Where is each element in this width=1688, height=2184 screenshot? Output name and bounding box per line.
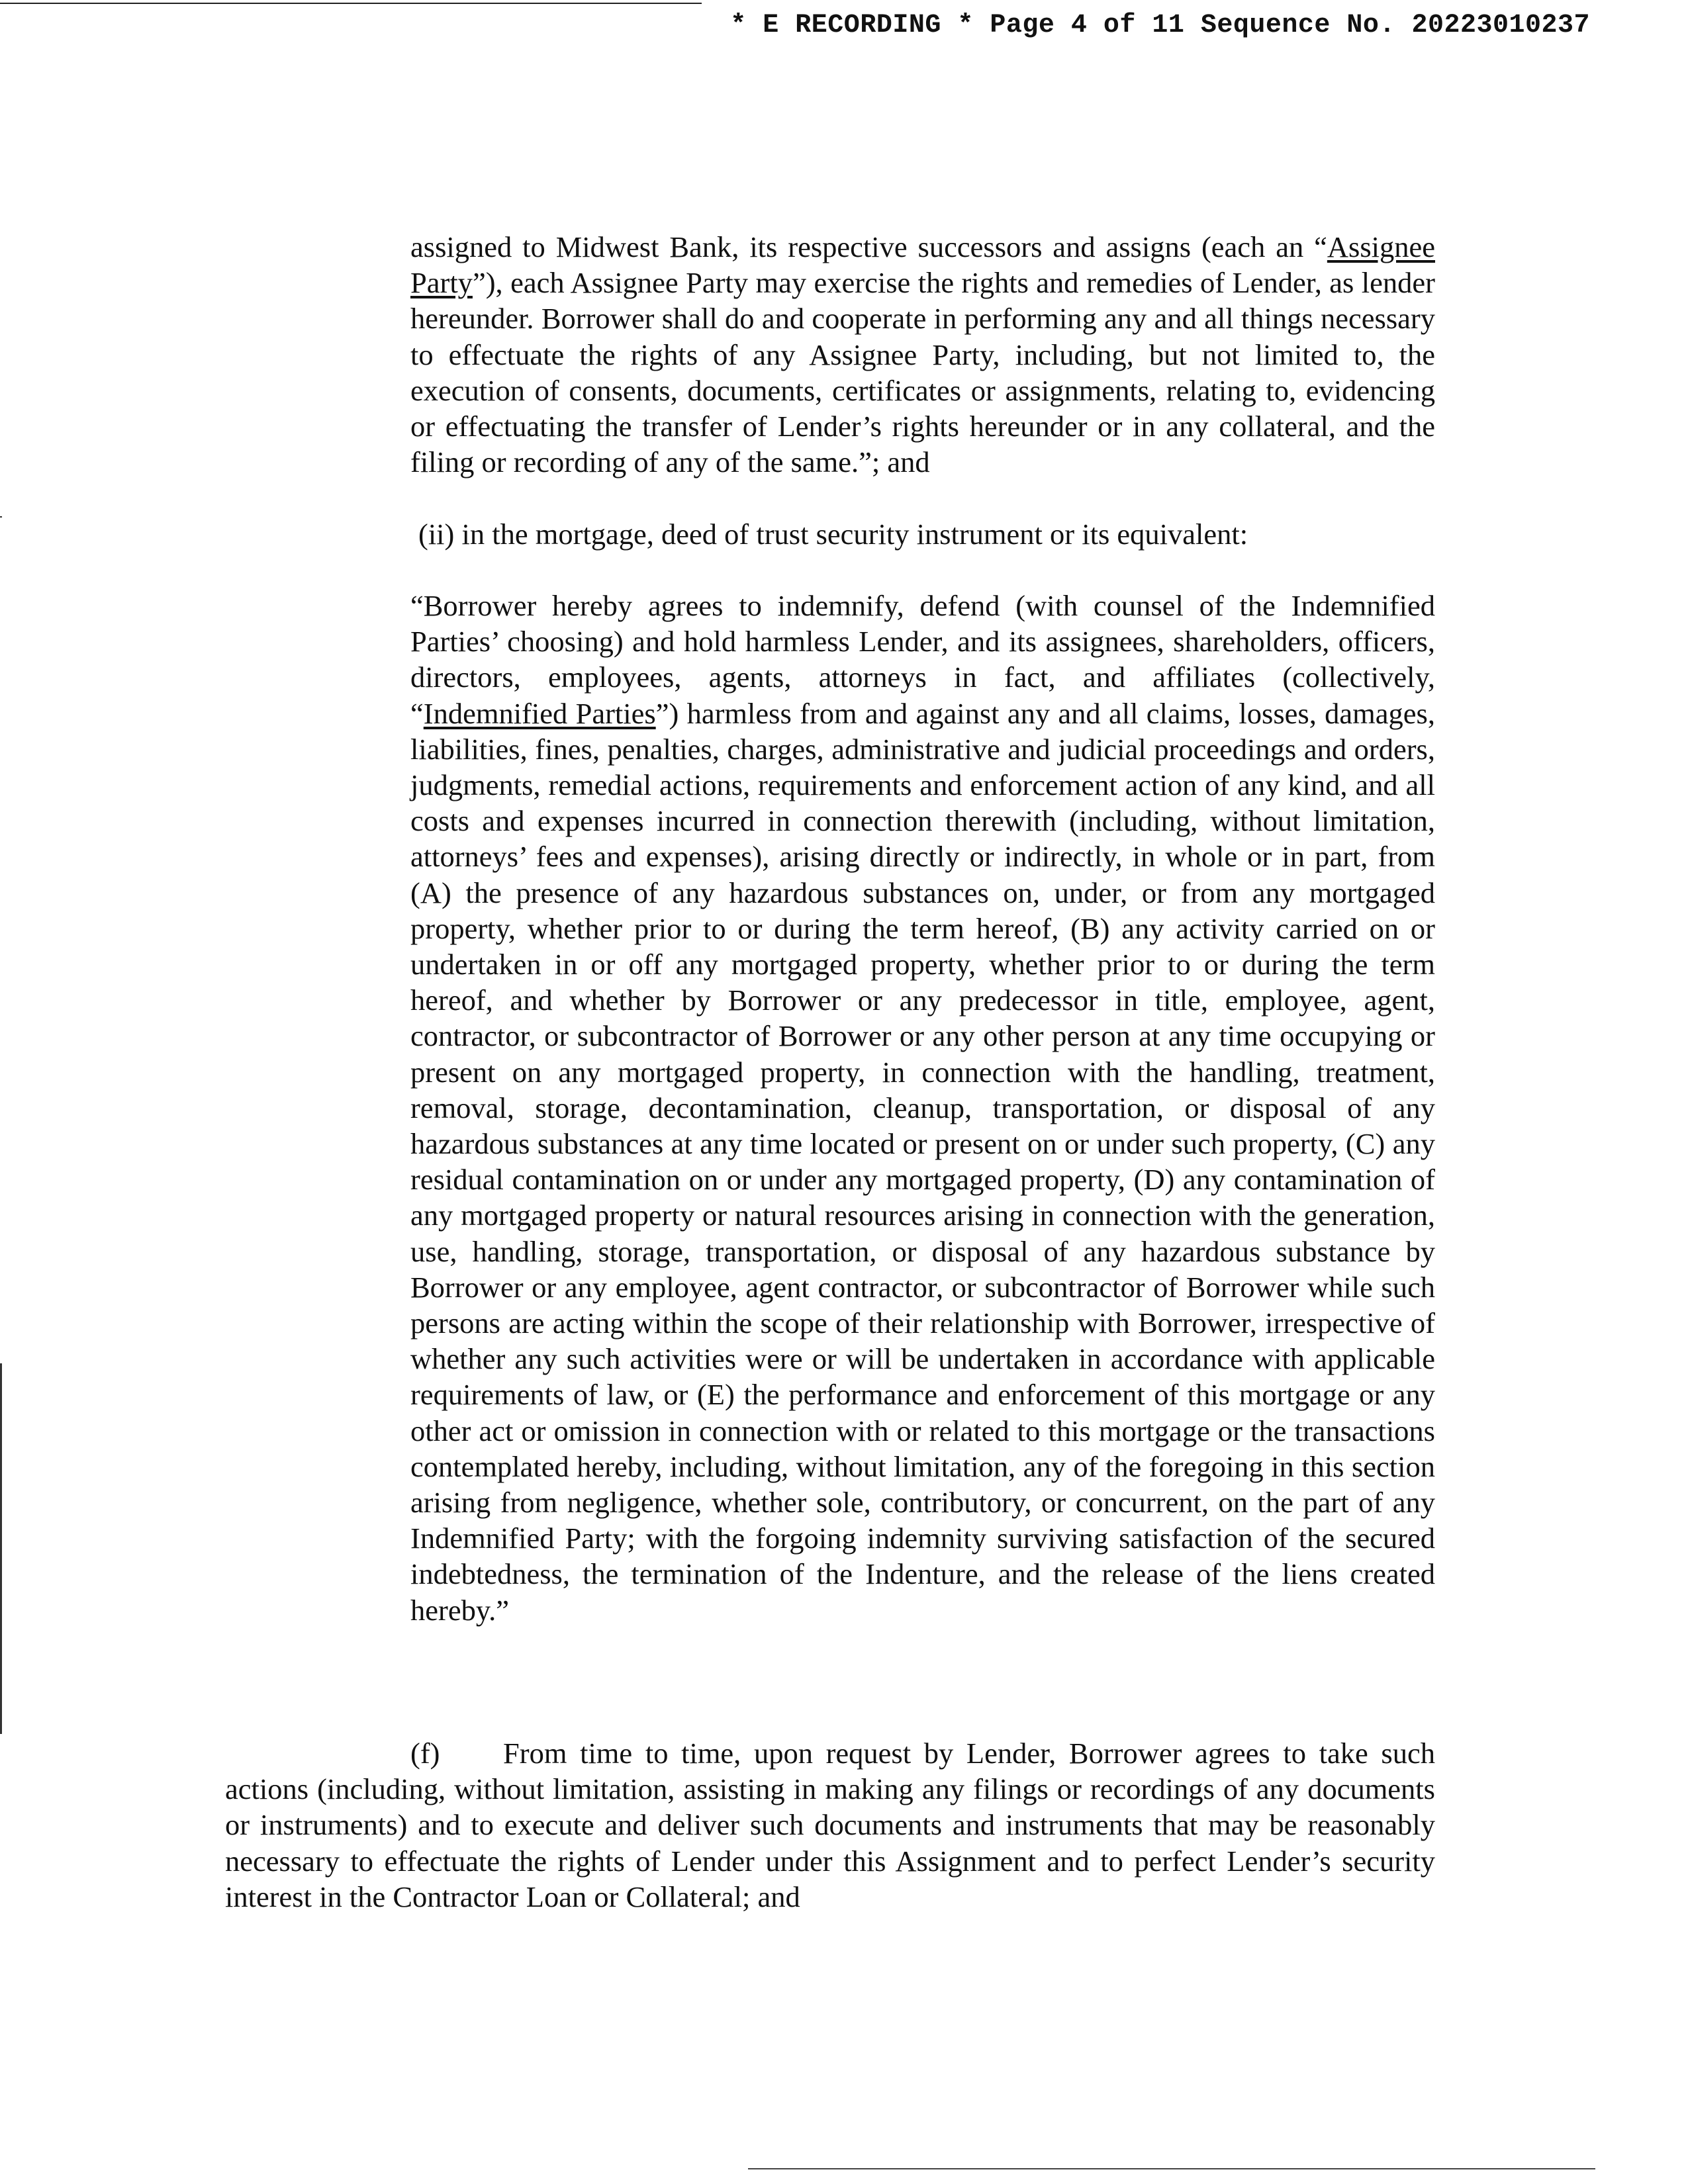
clause-ii: (ii) in the mortgage, deed of trust security instrument or its equivalent:	[418, 517, 1248, 551]
scan-edge-left	[0, 1363, 2, 1734]
quoted-provisions	[410, 229, 1435, 1628]
assignee-party-paragraph	[410, 229, 1435, 480]
recording-header: * E RECORDING * Page 4 of 11 Sequence No. 20223010237	[730, 11, 1590, 40]
paragraph-text: assigned to Midwest Bank, its respective successors and assigns (each an “	[410, 230, 1327, 263]
section-f-paragraph	[225, 1735, 1435, 1915]
paragraph-text: “Borrower hereby agrees to indemnify, defend (with counsel of the Indemnified Parties’ choosing) and hold harmless Lender, and its assignees, shareholders, officers, directors, employees, agents, attorneys in fact, and affiliates (collectively, “	[410, 589, 1435, 730]
section-f	[225, 1735, 1435, 1915]
scan-mark-left	[0, 516, 2, 518]
paragraph-text: ”) harmless from and against any and all claims, losses, damages, liabilities, fines, penalties, charges, administrative and judicial proceedings and orders, judgments, remedial actions, requirements and enforcement action of any kind, and all costs and expenses incurred in connection therewith (including, without limitation, attorneys’ fees and expenses), arising directly or indirectly, in whole or in part, from (A) the presence of any hazardous substances on, under, or from any mortgaged property, whether prior to or during the term hereof, (B) any activity carried on or undertaken in or off any mortgaged property, whether prior to or during the term hereof, and whether by Borrower or any predecessor in title, employee, agent, contractor, or subcontractor of Borrower or any other person at any time occupying or present on any mortgaged property, in connection with the handling, treatment, removal, storage, decontamination, cleanup, transportation, or disposal of any hazardous substances at any time located or present on or under such property, (C) any residual contamination on or under any mortgaged property, (D) any contamination of any mortgaged property or natural resources arising in connection with the generation, use, handling, storage, transportation, or disposal of any hazardous substance by Borrower or any employee, agent contractor, or subcontractor of Borrower while such persons are acting within the scope of their relationship with Borrower, irrespective of whether any such activities were or will be undertaken in accordance with applicable requirements of law, or (E) the performance and enforcement of this mortgage or any other act or omission in connection with or related to this mortgage or the transactions contemplated hereby, including, without limitation, any of the foregoing in this section arising from negligence, whether sole, contributory, or concurrent, on the part of any Indemnified Party; with the forgoing indemnity surviving satisfaction of the secured indebtedness, the termination of the Indenture, and the release of the liens created hereby.”	[410, 696, 1435, 1627]
scan-edge-top	[0, 3, 702, 4]
paragraph-text: ”), each Assignee Party may exercise the rights and remedies of Lender, as lender hereunder. Borrower shall do and cooperate in performing any and all things necessary to effectuate the rights of any Assignee Party, including, but not limited to, the execution of consents, documents, certificates or assignments, relating to, evidencing or effectuating the transfer of Lender’s rights hereunder or in any collateral, and the filing or recording of any of the same.”; and	[410, 266, 1435, 479]
section-f-label: (f)	[410, 1737, 440, 1770]
indemnity-paragraph	[410, 588, 1435, 1628]
defined-term-assignee-party: Assignee Party	[410, 230, 1435, 300]
defined-term-indemnified-parties: Indemnified Parties	[423, 696, 656, 730]
scan-edge-bottom	[748, 2168, 1595, 2169]
section-f-text: From time to time, upon request by Lender, Borrower agrees to take such actions (including, without limitation, assisting in making any filings or recordings of any documents or instruments) and to execute and deliver such documents and instruments that may be reasonably necessary to effectuate the rights of Lender under this Assignment and to perfect Lender’s security interest in the Contractor Loan or Collateral; and	[225, 1737, 1435, 1913]
